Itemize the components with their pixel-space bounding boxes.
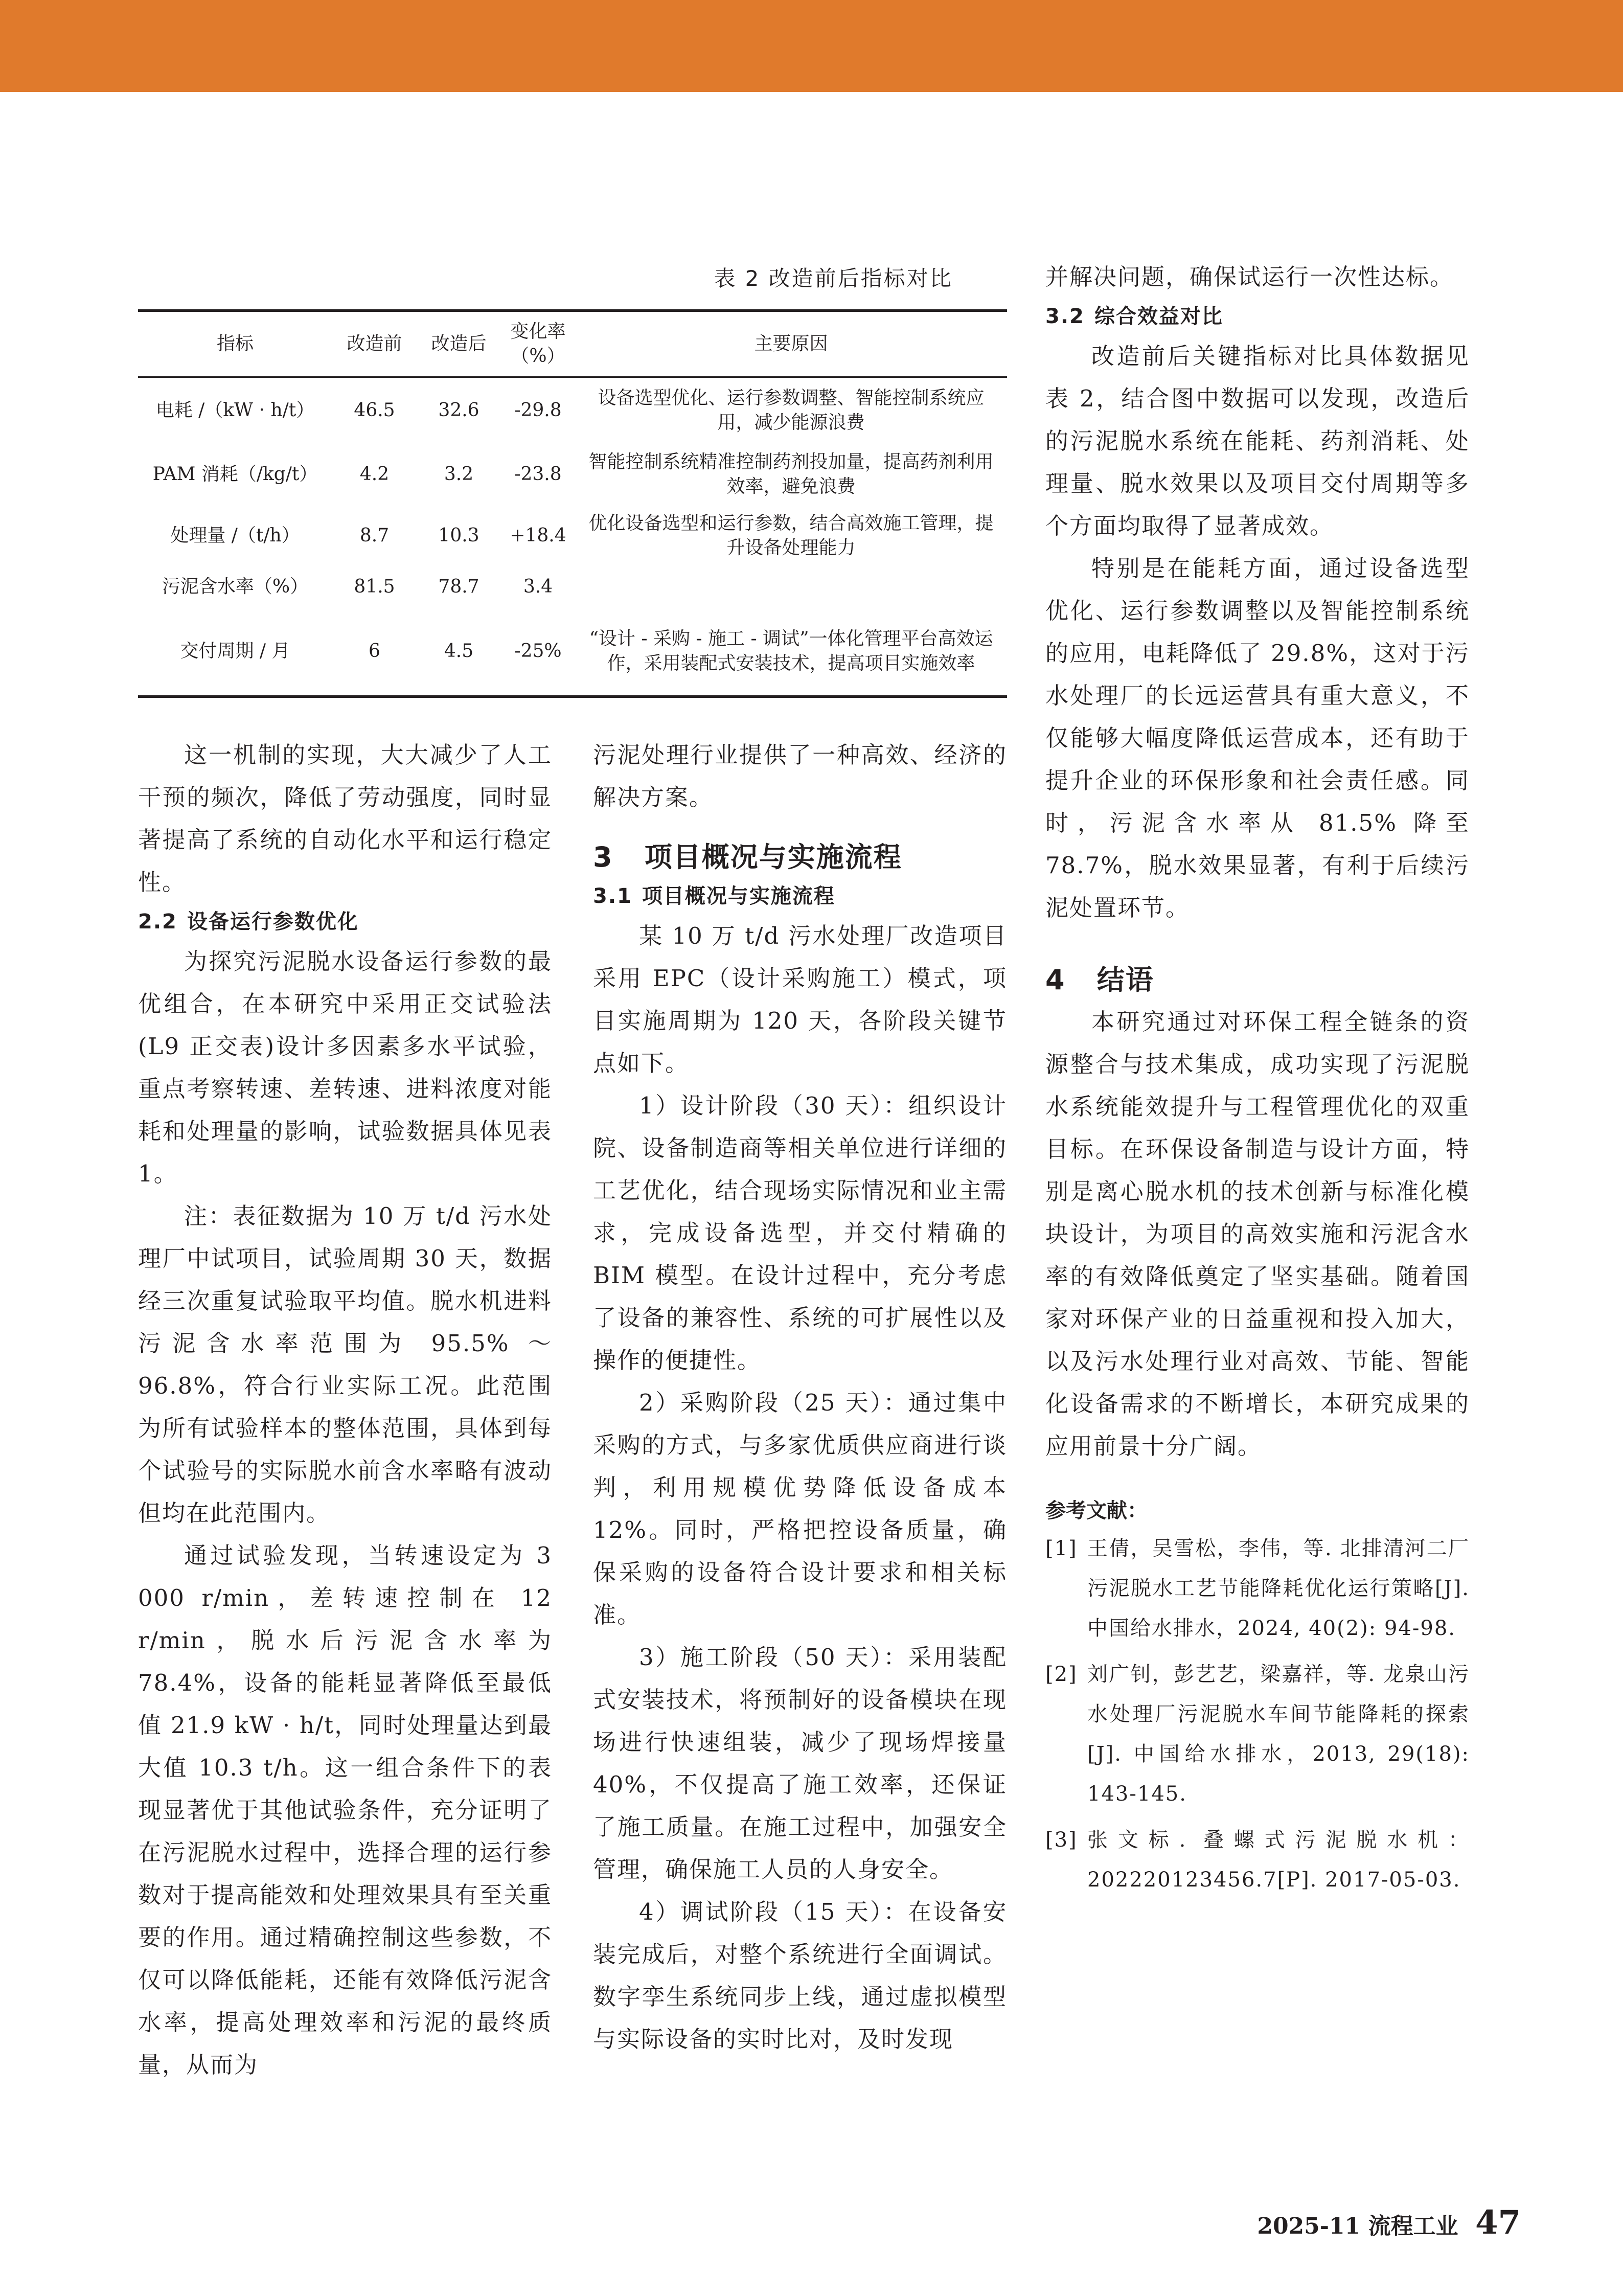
section-title: 结语 xyxy=(1096,964,1154,996)
section-title: 项目概况与实施流程 xyxy=(642,884,835,908)
table-cell: -23.8 xyxy=(514,463,562,485)
section-number: 2.2 xyxy=(138,910,177,934)
table-row xyxy=(138,444,1007,505)
reference-number: [1] xyxy=(1045,1537,1078,1560)
table-row xyxy=(138,607,1007,697)
issue-date: 2025-11 xyxy=(1257,2213,1361,2239)
table-cell xyxy=(575,566,1007,607)
body-paragraph: 通过试验发现，当转速设定为 3 000 r/min，差转速控制在 12 r/min，脱水后污泥含水率为 78.4%，设备的能耗显著降低至最低值 21.9 kW · h/t，同时处理量达到最大值 10.3 t/h。这一组合条件下的表现显著优于其他试验条件，充分证明了在污泥脱水过程中，选择合理的运行参数对于提高能效和处理效果具有至关重要的作用。通过精确控制这些参数，不仅可以降低能耗，还能有效降低污泥含水率，提高处理效率和污泥的最终质量，从而为 xyxy=(138,1542,552,2078)
section-heading xyxy=(593,837,1007,878)
section-heading xyxy=(593,878,1007,915)
table-cell: 3.2 xyxy=(444,463,474,485)
reference-item xyxy=(1045,1820,1470,1900)
reference-item xyxy=(1045,1654,1470,1814)
section-heading xyxy=(138,903,552,940)
body-paragraph: 注：表征数据为 10 万 t/d 污水处理厂中试项目，试验周期 30 天，数据经三次重复试验取平均值。脱水机进料污泥含水率范围为 95.5% ～ 96.8%，符合行业实际工况。此范围为所有试验样本的整体范围，具体到每个试验号的实际脱水前含水率略有波动但均在此范围内。 xyxy=(138,1202,552,1527)
page-footer xyxy=(1257,2203,1521,2242)
table-cell: PAM 消耗（/kg/t） xyxy=(152,463,318,485)
table-cell: 10.3 xyxy=(438,525,479,546)
body-paragraph: 1）设计阶段（30 天）：组织设计院、设备制造商等相关单位进行详细的工艺优化，结合现场实际情况和业主需求，完成设备选型，并交付精确的 BIM 模型。在设计过程中，充分考虑了设备的兼容性、系统的可扩展性以及操作的便捷性。 xyxy=(593,1092,1007,1374)
table-cell: -25% xyxy=(514,640,562,662)
table-row xyxy=(138,377,1007,444)
body-paragraph: 特别是在能耗方面，通过设备选型优化、运行参数调整以及智能控制系统的应用，电耗降低了 29.8%，这对于污水处理厂的长远运营具有重大意义，不仅能够大幅度降低运营成本，还有助于提升企业的环保形象和社会责任感。同时，污泥含水率从 81.5% 降至 78.7%，脱水效果显著，有利于后续污泥处置环节。 xyxy=(1045,555,1470,921)
table-row xyxy=(138,566,1007,607)
table-header-cell: 变化率（%） xyxy=(510,321,566,367)
body-paragraph: 这一机制的实现，大大减少了人工干预的频次，降低了劳动强度，同时显著提高了系统的自动化水平和运行稳定性。 xyxy=(138,741,552,896)
table-caption: 表 2 改造前后指标对比 xyxy=(714,266,953,291)
reference-item xyxy=(1045,1529,1470,1648)
table-cell: +18.4 xyxy=(510,525,566,546)
table-cell: 智能控制系统精准控制药剂投加量，提高药剂利用效率，避免浪费 xyxy=(588,451,994,497)
reference-number: [3] xyxy=(1045,1828,1078,1852)
section-number: 4 xyxy=(1045,964,1066,996)
section-heading xyxy=(1045,298,1470,335)
section-heading xyxy=(1045,960,1470,1001)
body-paragraph: 2）采购阶段（25 天）：通过集中采购的方式，与多家优质供应商进行谈判，利用规模优势降低设备成本 12%。同时，严格把控设备质量，确保采购的设备符合设计要求和相关标准。 xyxy=(593,1389,1007,1628)
table-cell: 78.7 xyxy=(438,576,479,597)
table-cell: 46.5 xyxy=(354,400,395,421)
table-cell: 6 xyxy=(369,640,380,662)
reference-text: 刘广钊，彭艺艺，梁嘉祥，等. 龙泉山污水处理厂污泥脱水车间节能降耗的探索[J]. 中国给水排水，2013, 29(18): 143-145. xyxy=(1087,1663,1470,1806)
body-paragraph: 本研究通过对环保工程全链条的资源整合与技术集成，成功实现了污泥脱水系统能效提升与工程管理优化的双重目标。在环保设备制造与设计方面，特别是离心脱水机的技术创新与标准化模块设计，为项目的高效实施和污泥含水率的有效降低奠定了坚实基础。随着国家对环保产业的日益重视和投入加大，以及污水处理行业对高效、节能、智能化设备需求的不断增长，本研究成果的应用前景十分广阔。 xyxy=(1045,1008,1470,1460)
header-color-bar xyxy=(0,0,1623,92)
section-title: 项目概况与实施流程 xyxy=(644,841,902,873)
table-cell: 电耗 /（kW · h/t） xyxy=(155,400,315,421)
table-cell: 设备选型优化、运行参数调整、智能控制系统应用，减少能源浪费 xyxy=(598,388,985,434)
table-cell: 32.6 xyxy=(438,400,479,421)
table-header-cell: 改造后 xyxy=(431,333,487,354)
section-title: 设备运行参数优化 xyxy=(187,910,359,934)
table-cell: “设计 - 采购 - 施工 - 调试”一体化管理平台高效运作，采用装配式安装技术，提高项目实施效率 xyxy=(589,628,993,674)
references-title: 参考文献： xyxy=(1045,1499,1148,1522)
body-paragraph: 并解决问题，确保试运行一次性达标。 xyxy=(1045,263,1454,290)
body-paragraph: 某 10 万 t/d 污水处理厂改造项目采用 EPC（设计采购施工）模式，项目实施周期为 120 天，各阶段关键节点如下。 xyxy=(593,922,1007,1077)
body-paragraph: 污泥处理行业提供了一种高效、经济的解决方案。 xyxy=(593,741,1007,811)
body-paragraph: 3）施工阶段（50 天）：采用装配式安装技术，将预制好的设备模块在现场进行快速组装，减少了现场焊接量 40%，不仅提高了施工效率，还保证了施工质量。在施工过程中，加强安全管理，确保施工人员的人身安全。 xyxy=(593,1644,1007,1883)
page-number: 47 xyxy=(1475,2203,1521,2242)
text-column-right xyxy=(1045,256,1470,1900)
table-header-row xyxy=(138,311,1007,377)
table-cell: 污泥含水率（%） xyxy=(162,576,309,597)
section-title: 综合效益对比 xyxy=(1094,305,1223,328)
table-cell: 3.4 xyxy=(523,576,553,597)
table-cell: 81.5 xyxy=(354,576,395,597)
reference-text: 王倩，吴雪松，李伟，等. 北排清河二厂污泥脱水工艺节能降耗优化运行策略[J]. 中国给水排水，2024, 40(2): 94-98. xyxy=(1087,1537,1470,1640)
table-cell: 优化设备选型和运行参数，结合高效施工管理，提升设备处理能力 xyxy=(588,512,994,558)
body-paragraph: 改造前后关键指标对比具体数据见表 2，结合图中数据可以发现，改造后的污泥脱水系统在能耗、药剂消耗、处理量、脱水效果以及项目交付周期等多个方面均取得了显著成效。 xyxy=(1045,343,1470,539)
section-number: 3.2 xyxy=(1045,305,1085,328)
section-number: 3 xyxy=(593,841,613,873)
reference-text: 张文标. 叠螺式污泥脱水机：202220123456.7[P]. 2017-05-03. xyxy=(1087,1828,1470,1892)
journal-name: 流程工业 xyxy=(1368,2213,1458,2239)
text-column-left xyxy=(138,734,552,2086)
table-header-cell: 主要原因 xyxy=(754,333,828,354)
comparison-table xyxy=(138,309,1007,698)
table-cell: -29.8 xyxy=(514,400,562,421)
table-cell: 4.5 xyxy=(444,640,474,662)
text-column-middle xyxy=(593,734,1007,2060)
reference-number: [2] xyxy=(1045,1663,1078,1686)
table-cell: 交付周期 / 月 xyxy=(180,640,290,662)
table-row xyxy=(138,505,1007,566)
body-paragraph: 为探究污泥脱水设备运行参数的最优组合，在本研究中采用正交试验法(L9 正交表)设计多因素多水平试验，重点考察转速、差转速、进料浓度对能耗和处理量的影响，试验数据具体见表 1。 xyxy=(138,948,552,1187)
table-header-cell: 改造前 xyxy=(347,333,402,354)
section-number: 3.1 xyxy=(593,884,632,908)
body-paragraph: 4）调试阶段（15 天）：在设备安装完成后，对整个系统进行全面调试。数字孪生系统同步上线，通过虚拟模型与实际设备的实时比对，及时发现 xyxy=(593,1898,1007,2053)
table-header-cell: 指标 xyxy=(216,333,254,354)
table-cell: 4.2 xyxy=(359,463,390,485)
table-cell: 8.7 xyxy=(359,525,390,546)
table-cell: 处理量 /（t/h） xyxy=(170,525,300,546)
